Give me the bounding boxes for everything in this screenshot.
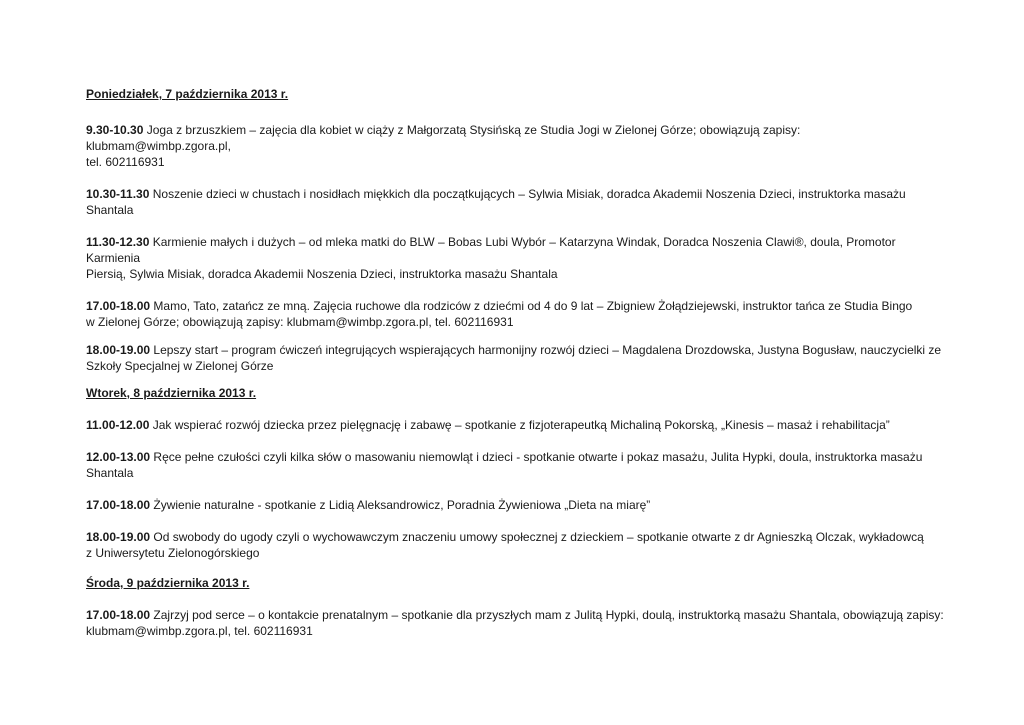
entry-time: 11.00-12.00 [86,418,150,432]
entry-text-continued: Piersią, Sylwia Misiak, doradca Akademii Noszenia Dzieci, instruktorka masażu Shantala [86,267,558,281]
schedule-entry [86,449,946,481]
schedule-entry [86,529,946,561]
entry-text-continued: Szkoły Specjalnej w Zielonej Górze [86,359,274,373]
entry-time: 17.00-18.00 [86,299,151,313]
schedule-entry [86,298,946,330]
entry-time: 11.30-12.30 [86,235,150,249]
entry-time: 18.00-19.00 [86,530,151,544]
entry-time: 17.00-18.00 [86,498,151,512]
entry-time: 18.00-19.00 [86,343,151,357]
schedule-entry [86,234,946,282]
entry-text-continued: Shantala [86,466,134,480]
schedule-entry [86,497,946,513]
entry-text: Joga z brzuszkiem – zajęcia dla kobiet w ciąży z Małgorzatą Stysińską ze Studia Jogi w Zielonej Górze; obowiązują zapisy: klubmam@wimbp.zgora.pl, [86,123,801,153]
entry-text: Noszenie dzieci w chustach i nosidłach miękkich dla początkujących – Sylwia Misiak, doradca Akademii Noszenia Dzieci, instruktorka masażu Shantala [86,187,906,217]
entry-time: 17.00-18.00 [86,608,151,622]
entry-text-continued: z Uniwersytetu Zielonogórskiego [86,546,260,560]
schedule-entry [86,342,946,374]
day-heading-wednesday: Środa, 9 października 2013 r. [86,576,250,590]
entry-text: Karmienie małych i dużych – od mleka matki do BLW – Bobas Lubi Wybór – Katarzyna Windak, Doradca Noszenia Clawi®, doula, Promotor Karmienia [86,235,896,265]
entry-text-continued: klubmam@wimbp.zgora.pl, tel. 602116931 [86,624,313,638]
entry-text: Od swobody do ugody czyli o wychowawczym znaczeniu umowy społecznej z dzieckiem – spotkanie otwarte z dr Agnieszką Olczak, wykładowcą [150,530,924,544]
entry-text: Żywienie naturalne - spotkanie z Lidią Aleksandrowicz, Poradnia Żywieniowa „Dieta na miarę” [150,498,651,512]
schedule-entry [86,417,946,433]
entry-text: Lepszy start – program ćwiczeń integrujących wspierających harmonijny rozwój dzieci – Magdalena Drozdowska, Justyna Bogusław, nauczycielki ze [150,343,942,357]
day-heading-tuesday: Wtorek, 8 października 2013 r. [86,386,257,400]
entry-time: 9.30-10.30 [86,123,144,137]
schedule-entry [86,186,946,218]
schedule-entry [86,607,946,639]
entry-text: Mamo, Tato, zatańcz ze mną. Zajęcia ruchowe dla rodziców z dziećmi od 4 do 9 lat – Zbigniew Żołądziejewski, instruktor tańca ze Studia Bingo [150,299,913,313]
entry-text: Ręce pełne czułości czyli kilka słów o masowaniu niemowląt i dzieci - spotkanie otwarte i pokaz masażu, Julita Hypki, doula, instruktorka masażu [150,450,923,464]
day-heading-monday: Poniedziałek, 7 października 2013 r. [86,87,289,101]
entry-time: 12.00-13.00 [86,450,151,464]
document-page [86,86,946,639]
schedule-entry [86,122,946,170]
entry-text-continued: w Zielonej Górze; obowiązują zapisy: klubmam@wimbp.zgora.pl, tel. 602116931 [86,315,514,329]
entry-text: Zajrzyj pod serce – o kontakcie prenatalnym – spotkanie dla przyszłych mam z Julitą Hypki, doulą, instruktorką masażu Shantala, obowiązują zapisy: [150,608,944,622]
entry-text-continued: tel. 602116931 [86,155,165,169]
entry-text: Jak wspierać rozwój dziecka przez pielęgnację i zabawę – spotkanie z fizjoterapeutką Michaliną Pokorską, „Kinesis – masaż i rehabilitacja” [149,418,890,432]
entry-time: 10.30-11.30 [86,187,150,201]
